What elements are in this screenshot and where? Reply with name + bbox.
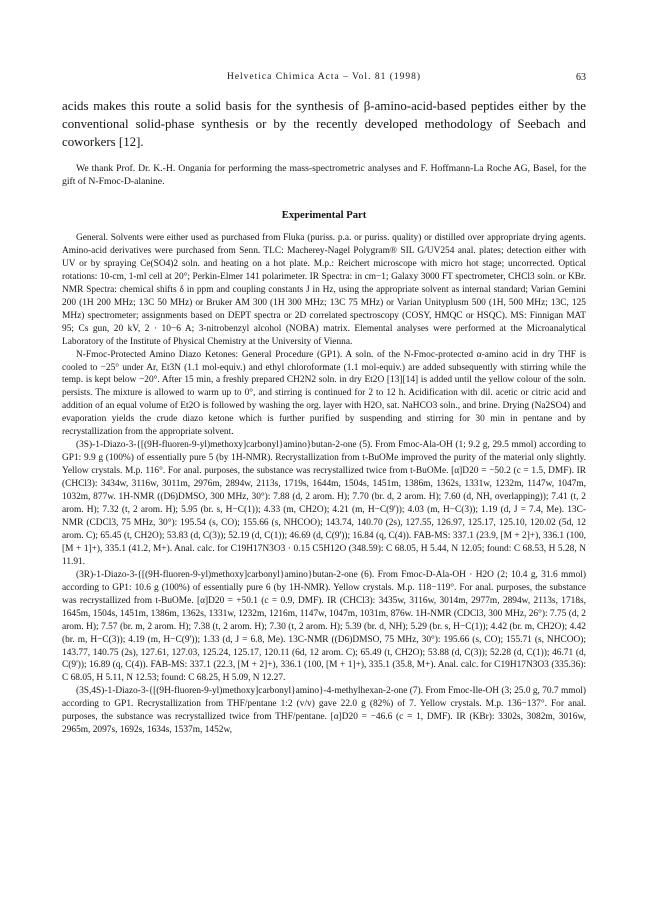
running-head — [62, 72, 586, 86]
general-paragraph: General. Solvents were either used as purchased from Fluka (puriss. p.a. or puriss. quality) or distilled over appropriate drying agents. Amino-acid derivatives were purchased from Senn. TLC: Macherey-Nagel Polygram® SIL G/UV254 anal. plates; detection either with UV or by spraying Ce(SO4)2 soln. and heating on a hot plate. M.p.: Reichert microscope with micro hot stage; uncorrected. Optical rotations: 10-cm, 1-ml cell at 20°; Perkin-Elmer 141 polarimeter. IR Spectra: in cm−1; Galaxy 3000 FT spectrometer, CHCl3 soln. or KBr. NMR Spectra: chemical shifts δ in ppm and coupling constants J in Hz, using the appropriate solvent as internal standard; Varian Gemini 200 (1H 200 MHz; 13C 50 MHz) or Bruker AM 300 (1H 300 MHz; 13C 75 MHz) or Varian Unityplusm 500 (1H, 500 MHz; 13C, 125 MHz) spectrometer; assignments based on DEPT spectra or 2D correlated spectroscopy (COSY, HMQC or HSQC). MS: Finnigan MAT 95; Cs gun, 20 kV, 2 · 10−6 A; 3-nitrobenzyl alcohol (NOBA) matrix. Elemental analyses were performed at the Microanalytical Laboratory of the Institute of Physical Chemistry at the University of Vienna. — [62, 233, 586, 347]
compound-5-paragraph: (3S)-1-Diazo-3-{[(9H-fluoren-9-yl)methoxy]carbonyl}amino}butan-2-one (5). From Fmoc-Ala-OH (1; 9.2 g, 29.5 mmol) according to GP1: 9.9 g (100%) of essentially pure 5 (by 1H-NMR). Recrystallization from t-BuOMe improved the purity of the material only slightly. Yellow crystals. M.p. 116°. For anal. purposes, the substance was recrystallized twice from t-BuOMe. [α]D20 = −50.2 (c = 1.5, DMF). IR (CHCl3): 3434w, 3116w, 3011m, 2976m, 2894w, 2113s, 1719s, 1644m, 1504s, 1451m, 1386m, 1362s, 1331w, 1232m, 1147w, 1047m, 1032m, 877w. 1H-NMR ((D6)DMSO, 300 MHz, 30°): 7.88 (d, 2 arom. H); 7.70 (br. d, 2 arom. H); 7.60 (d, NH, overlapping)); 7.41 (t, 2 arom. H); 7.32 (t, 2 arom. H); 5.95 (br. s, H−C(1)); 4.33 (m, CH2O); 4.21 (m, H−C(9')); 4.03 (m, H−C(3)); 1.19 (d, J = 7.4, Me). 13C-NMR (CDCl3, 75 MHz, 30°): 195.54 (s, CO); 155.66 (s, NHCOO); 143.74, 140.70 (2s), 127.55, 126.97, 125.17, 125.10, 120.02 (5d, 12 arom. C); 65.45 (t, CH2O); 53.83 (d, C(3)); 52.19 (d, C(1)); 46.69 (d, C(9')); 16.84 (q, C(4)). FAB-MS: 337.1 (23.9, [M + 2]+), 336.1 (100, [M + 1]+), 335.1 (41.2, M+). Anal. calc. for C19H17N3O3 · 0.15 C5H12O (348.59): C 68.05, H 5.44, N 12.05; found: C 68.53, H 5.28, N 11.91. — [62, 440, 586, 567]
page-number: 63 — [576, 72, 586, 83]
intro-paragraph: acids makes this route a solid basis for the synthesis of β-amino-acid-based peptides either by the conventional solid-phase synthesis or by the recently developed methodology of Seebach and coworkers [12]. — [62, 99, 586, 149]
general-procedure-paragraph: N-Fmoc-Protected Amino Diazo Ketones: General Procedure (GP1). A soln. of the N-Fmoc-protected α-amino acid in dry THF is cooled to −25° under Ar, Et3N (1.1 mol-equiv.) and ethyl chloroformate (1.1 mol-equiv.) are added subsequently with stirring while the temp. is kept below −20°. After 15 min, a freshly prepared CH2N2 soln. in dry Et2O [13][14] is added until the yellow colour of the soln. persists. The mixture is allowed to warm up to 0°, and stirring is continued for 2 to 12 h. Acidification with dil. acetic or citric acid and addition of an equal volume of Et2O is followed by washing the org. layer with H2O, sat. NaHCO3 soln., and brine. Drying (Na2SO4) and evaporation yields the crude diazo ketone which is further purified by suspending and stirring for 30 min in pentane and by recrystallization from the appropriate solvent. — [62, 349, 586, 438]
experimental-body — [62, 232, 586, 737]
journal-title: Helvetica Chimica Acta – Vol. 81 (1998) — [226, 72, 422, 82]
section-heading: Experimental Part — [281, 210, 367, 221]
compound-6-paragraph: (3R)-1-Diazo-3-{[(9H-fluoren-9-yl)methoxy]carbonyl}amino}butan-2-one (6). From Fmoc-D-Ala-OH · H2O (2; 10.4 g, 31.6 mmol) according to GP1: 10.6 g (100%) of essentially pure 6 (by 1H-NMR). Yellow crystals. M.p. 118−119°. For anal. purposes, the substance was recrystallized from t-BuOMe. [α]D20 = +50.1 (c = 0.9, DMF). IR (CHCl3): 3435w, 3116w, 3014m, 2977m, 2894w, 2113s, 1718s, 1645m, 1504s, 1451m, 1386m, 1362s, 1331w, 1232m, 1216m, 1147w, 1047m, 1031m, 876w. 1H-NMR (CDCl3, 300 MHz, 26°): 7.75 (d, 2 arom. H); 7.57 (br. m, 2 arom. H); 7.38 (t, 2 arom. H); 7.30 (t, 2 arom. H); 5.39 (br. d, NH); 5.29 (br. s, H−C(1)); 4.42 (br. m, CH2O); 4.42 (br. m, H−C(3)); 4.19 (m, H−C(9')); 1.33 (d, J = 6.8, Me). 13C-NMR ((D6)DMSO, 75 MHz, 30°): 195.66 (s, CO); 155.71 (s, NHCOO); 143.77, 140.75 (2s), 127.61, 127.03, 125.24, 125.17, 120.11 (6d, 12 arom. C); 65.49 (t, CH2O); 53.88 (d, C(3)); 52.28 (d, C(1)); 46.71 (d, C(9')); 16.89 (q, C(4)). FAB-MS: 337.1 (22.3, [M + 2]+), 336.1 (100, [M + 1]+), 335.1 (35.8, M+). Anal. calc. for C19H17N3O3 (335.36): C 68.05, H 5.11, N 12.53; found: C 68.25, H 5.09, N 12.27. — [62, 569, 586, 684]
compound-7-paragraph: (3S,4S)-1-Diazo-3-{[(9H-fluoren-9-yl)methoxy]carbonyl}amino}-4-methylhexan-2-one (7). From Fmoc-Ile-OH (3; 25.0 g, 70.7 mmol) according to GP1. Recrystallization from THF/pentane 1:2 (v/v) gave 22.0 g (82%) of 7. Yellow crystals. M.p. 136−137°. For anal. purposes, the substance was recrystallized twice from THF/pentane. [α]D20 = −46.6 (c = 1, DMF). IR (KBr): 3302s, 3082m, 3016w, 2965m, 2097s, 1692s, 1634s, 1537m, 1452w, — [62, 686, 586, 736]
acknowledgment: We thank Prof. Dr. K.-H. Ongania for performing the mass-spectrometric analyses and F. Hoffmann-La Roche AG, Basel, for the gift of N-Fmoc-D-alanine. — [62, 163, 586, 187]
